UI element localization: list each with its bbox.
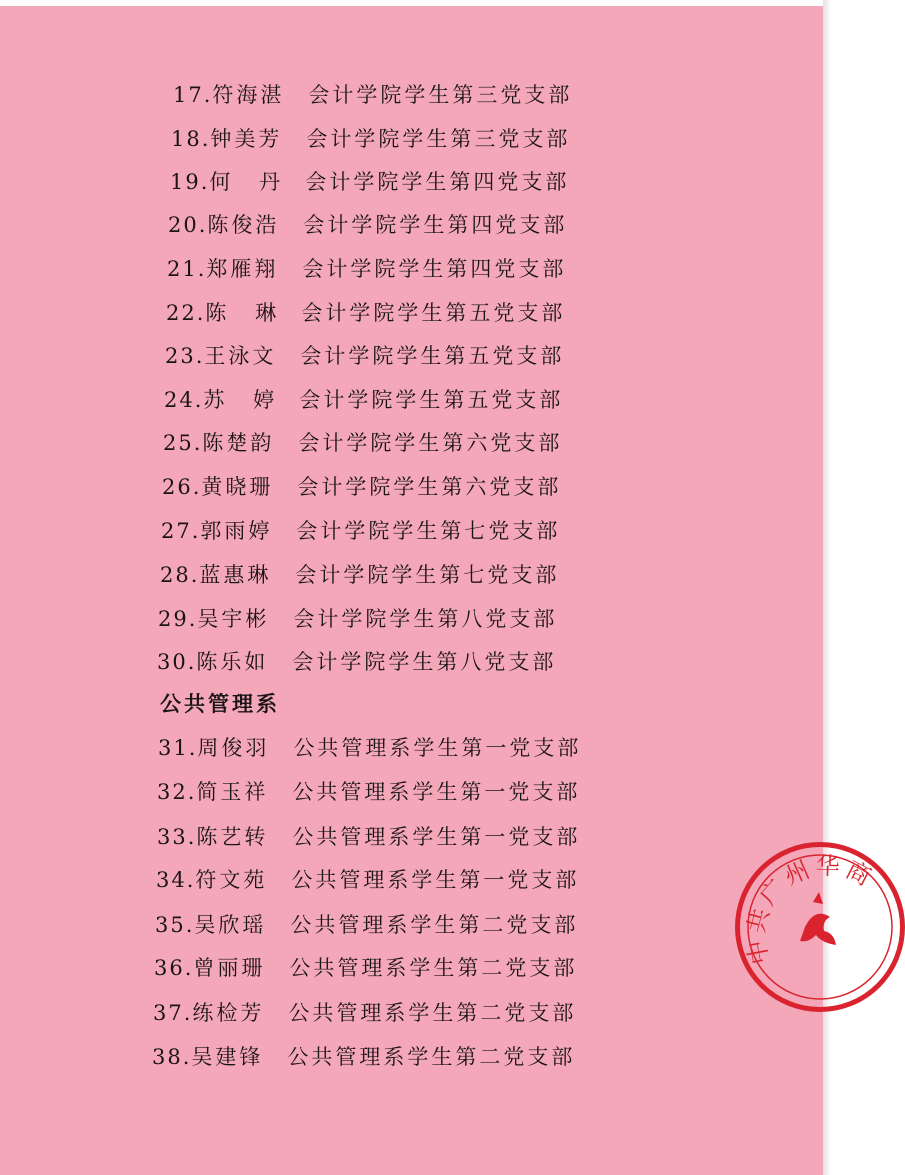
party-branch: 会计学院学生第三党支部 xyxy=(308,83,573,107)
entry-number: 38. xyxy=(152,1045,192,1069)
list-item xyxy=(157,777,580,807)
list-item xyxy=(160,560,559,590)
seal-text: 中共广州华商 xyxy=(741,851,879,967)
party-branch: 会计学院学生第六党支部 xyxy=(298,431,563,455)
party-branch: 公共管理系学生第二党支部 xyxy=(290,913,579,937)
list-item xyxy=(157,822,580,852)
party-branch: 会计学院学生第四党支部 xyxy=(305,170,570,194)
entry-number: 28. xyxy=(160,563,200,587)
list-item xyxy=(170,167,569,197)
list-item xyxy=(155,910,578,940)
member-name: 简玉祥 xyxy=(196,780,269,804)
party-branch: 会计学院学生第五党支部 xyxy=(300,344,565,368)
list-item xyxy=(171,124,570,154)
member-name: 陈乐如 xyxy=(196,650,269,674)
party-branch: 公共管理系学生第一党支部 xyxy=(292,780,581,804)
entry-number: 18. xyxy=(171,127,211,151)
party-branch: 会计学院学生第三党支部 xyxy=(306,127,571,151)
party-branch: 会计学院学生第八党支部 xyxy=(292,650,557,674)
member-name: 王泳文 xyxy=(204,344,277,368)
member-name: 蓝惠琳 xyxy=(199,563,272,587)
entry-number: 21. xyxy=(167,257,207,281)
list-item xyxy=(157,647,556,677)
entry-number: 19. xyxy=(170,170,210,194)
entry-number: 30. xyxy=(157,650,197,674)
section-heading: 公共管理系 xyxy=(160,691,280,716)
member-name: 苏 婷 xyxy=(203,388,275,412)
entry-number: 24. xyxy=(164,388,204,412)
list-item xyxy=(153,998,576,1028)
member-name: 郭雨婷 xyxy=(200,519,273,543)
member-name: 黄晓珊 xyxy=(201,475,274,499)
member-name: 练检芳 xyxy=(192,1001,265,1025)
party-branch: 公共管理系学生第二党支部 xyxy=(287,1045,576,1069)
party-branch: 公共管理系学生第二党支部 xyxy=(289,956,578,980)
list-item xyxy=(162,472,561,502)
entry-number: 29. xyxy=(158,607,198,631)
party-branch: 会计学院学生第四党支部 xyxy=(303,213,568,237)
list-item xyxy=(173,80,572,110)
list-item xyxy=(158,733,581,763)
party-branch: 会计学院学生第七党支部 xyxy=(295,563,560,587)
list-item xyxy=(154,953,577,983)
entry-number: 17. xyxy=(173,83,213,107)
member-name: 吴建锋 xyxy=(191,1045,264,1069)
entry-number: 23. xyxy=(165,344,205,368)
party-branch: 会计学院学生第四党支部 xyxy=(302,257,567,281)
entry-number: 33. xyxy=(157,825,197,849)
party-branch: 公共管理系学生第一党支部 xyxy=(291,868,580,892)
party-branch: 公共管理系学生第一党支部 xyxy=(293,736,582,760)
entry-number: 20. xyxy=(168,213,208,237)
list-item xyxy=(163,428,562,458)
party-branch: 会计学院学生第七党支部 xyxy=(296,519,561,543)
member-name: 曾丽珊 xyxy=(193,956,266,980)
entry-number: 36. xyxy=(154,956,194,980)
member-name: 符文苑 xyxy=(195,868,268,892)
party-branch: 公共管理系学生第一党支部 xyxy=(292,825,581,849)
party-branch: 会计学院学生第八党支部 xyxy=(293,607,558,631)
party-branch: 会计学院学生第五党支部 xyxy=(299,388,564,412)
party-branch: 会计学院学生第六党支部 xyxy=(297,475,562,499)
list-item xyxy=(161,516,560,546)
entry-number: 26. xyxy=(162,475,202,499)
list-item xyxy=(168,210,567,240)
member-name: 吴宇彬 xyxy=(197,607,270,631)
list-item xyxy=(156,865,579,895)
member-name: 何 丹 xyxy=(209,170,281,194)
member-name: 陈俊浩 xyxy=(207,213,280,237)
member-name: 陈艺转 xyxy=(196,825,269,849)
member-name: 郑雁翔 xyxy=(206,257,279,281)
member-name: 陈楚韵 xyxy=(202,431,275,455)
entry-number: 32. xyxy=(157,780,197,804)
list-item xyxy=(164,385,563,415)
member-name: 吴欣瑶 xyxy=(194,913,267,937)
list-item xyxy=(165,341,564,371)
official-seal xyxy=(735,842,905,1012)
entry-number: 37. xyxy=(153,1001,193,1025)
entry-number: 27. xyxy=(161,519,201,543)
list-item xyxy=(166,298,565,328)
entry-number: 31. xyxy=(158,736,198,760)
list-item xyxy=(152,1042,575,1072)
list-item xyxy=(167,254,566,284)
seal-emblem-icon xyxy=(735,842,905,1012)
entry-number: 35. xyxy=(155,913,195,937)
member-name: 陈 琳 xyxy=(205,301,277,325)
party-branch: 会计学院学生第五党支部 xyxy=(301,301,566,325)
member-name: 钟美芳 xyxy=(210,127,283,151)
list-item xyxy=(158,604,557,634)
entry-number: 25. xyxy=(163,431,203,455)
member-name: 周俊羽 xyxy=(197,736,270,760)
party-branch: 公共管理系学生第二党支部 xyxy=(288,1001,577,1025)
entry-number: 34. xyxy=(156,868,196,892)
entry-number: 22. xyxy=(166,301,206,325)
member-name: 符海湛 xyxy=(212,83,285,107)
